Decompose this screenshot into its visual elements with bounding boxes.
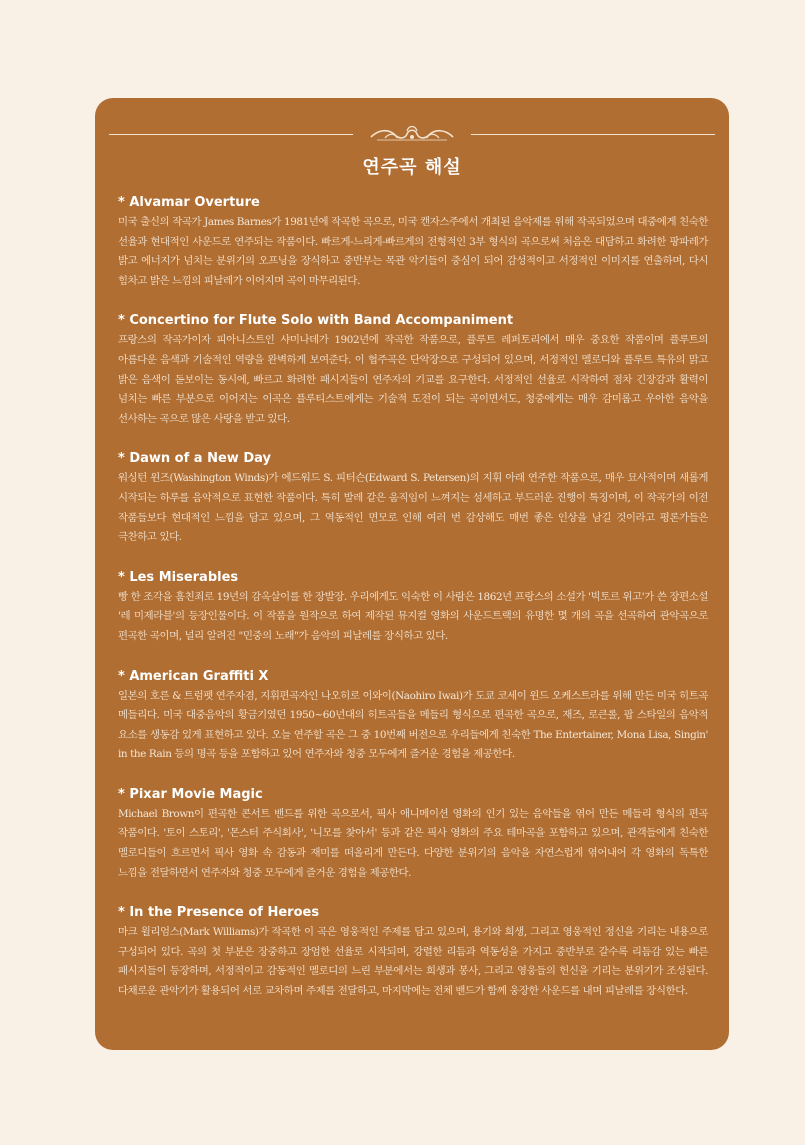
section-title: * Alvamar Overture — [118, 195, 260, 210]
page-title: 연주곡 해설 — [362, 157, 462, 178]
section-title: * Pixar Movie Magic — [118, 786, 263, 802]
section-body: 워싱턴 윈즈(Washington Winds)가 에드워드 S. 피터슨(Edward S. Petersen)의 지휘 아래 연주한 작품으로, 매우 묘사적이며 새롭게 시작되는 하루를 음악적으로 표현한 작품이다. 특히 발레 같은 움직임이 느껴지는 섬세하고 부드러운 진행이 특징이며, 이 작곡가의 이전 작품들보다 현대적인 느낌을 담고 있으며, 그 역동적인 면모로 인해 여러 번 감상해도 매번 좋은 인상을 남길 것이라고 평론가들은 극찬하고 있다. — [118, 472, 708, 544]
section-title: * Concertino for Flute Solo with Band Accompaniment — [118, 313, 514, 329]
header — [95, 98, 729, 188]
section-body: 미국 출신의 작곡가 James Barnes가 1981년에 작곡한 곡으로, 미국 캔자스주에서 개최된 음악제를 위해 작곡되었으며 대중에게 친숙한 선율과 현대적인 사운드로 연주되는 작품이다. 빠르게-느리게-빠르게의 전형적인 3부 형식의 곡으로써 처음은 대담하고 화려한 팡파레가 밝고 에너지가 넘치는 분위기의 오프닝을 장식하고 중반부는 목관 악기들이 중심이 되어 감성적이고 서정적인 이미지를 연출하며, 다시 힘차고 밝은 느낌의 피날레가 이어지며 곡이 마무리된다. — [118, 216, 708, 287]
section-body: 일본의 호른 & 트럼펫 연주자겸, 지휘편곡자인 나오히로 이와이(Naohiro Iwai)가 도쿄 코세이 윈드 오케스트라를 위해 만든 미국 히트곡 메들리다. 미국 대중음악의 황금기였던 1950~60년대의 히트곡들을 메들리 형식으로 편곡한 곡으로, 재즈, 로큰롤, 팝 스타일의 음악적 요소를 생동감 있게 표현하고 있다. 오늘 연주할 곡은 그 중 10번째 버전으로 우리들에게 친숙한 The Entertainer, Mona Lisa, Singin' in the Rain 등의 명곡 등을 포함하고 있어 연주자와 청중 모두에게 즐거운 경험을 제공한다. — [118, 689, 708, 761]
divider-line-left — [109, 134, 353, 135]
section-title: * Les Miserables — [118, 569, 239, 585]
section-title: * Dawn of a New Day — [118, 451, 271, 467]
section-body: Michael Brown이 편곡한 콘서트 밴드를 위한 곡으로서, 픽사 애니메이션 영화의 인기 있는 음악들을 엮어 만든 메들리 형식의 편곡 작품이다. '토이 스토리', '몬스터 주식회사', '니모를 찾아서' 등과 같은 픽사 영화의 주요 테마곡을 포함하고 있으며, 관객들에게 친숙한 멜로디들이 흐르면서 픽사 영화 속 감동과 재미를 떠올리게 만든다. 다양한 분위기의 음악을 자연스럽게 엮어내어 각 영화의 독특한 느낌을 전달하면서 연주자와 청중 모두에게 즐거운 경험을 제공한다. — [118, 807, 708, 879]
note-pixar-movie-magic — [118, 786, 708, 883]
section-body: 프랑스의 작곡가이자 피아니스트인 샤미나데가 1902년에 작곡한 작품으로, 플루트 레퍼토리에서 매우 중요한 작품이며 플루트의 아름다운 음색과 기술적인 역량을 완벽하게 보여준다. 이 협주곡은 단악장으로 구성되어 있으며, 서정적인 멜로디와 플루트 특유의 맑고 밝은 음색이 돋보이는 동시에, 빠르고 화려한 패시지들이 연주자의 기교를 요구한다. 서정적인 선율로 시작하여 점차 긴장감과 활력이 넘치는 빠른 부분으로 이어지는 이곡은 플루티스트에게는 기술적 도전이 되는 곡이면서도, 청중에게는 매우 감미롭고 우아한 음악을 선사하는 곡으로 많은 사랑을 받고 있다. — [118, 334, 708, 425]
note-in-the-presence-of-heroes — [118, 904, 708, 1001]
section-title: * American Graffiti X — [118, 668, 269, 684]
note-american-graffiti-x — [118, 668, 708, 765]
section-body: 빵 한 조각을 훔친죄로 19년의 감옥살이를 한 장발장. 우리에게도 익숙한 이 사람은 1862년 프랑스의 소설가 '빅토르 위고'가 쓴 장편소설 '레 미제라블'의 등장인물이다. 이 작품을 원작으로 하여 제작된 뮤지컬 영화의 사운드트랙의 유명한 몇 개의 곡을 선곡하여 관악곡으로 편곡한 곡이며, 널리 알려진 "민중의 노래"가 음악의 피날레를 장식하고 있다. — [118, 590, 708, 642]
divider-line-right — [471, 134, 715, 135]
section-body: 마크 윌리엄스(Mark Williams)가 작곡한 이 곡은 영웅적인 주제를 담고 있으며, 용기와 희생, 그리고 영웅적인 정신을 기리는 내용으로 구성되어 있다. 곡의 첫 부분은 장중하고 장엄한 선율로 시작되며, 강렬한 리듬과 역동성을 가지고 중반부로 갈수록 리듬감 있는 빠른 패시지들이 등장하며, 서정적이고 감동적인 멜로디의 느린 부분에서는 희생과 봉사, 그리고 영웅들의 헌신을 기리는 분위기가 조성된다. 다채로운 관악기가 활용되어 서로 교차하며 주제를 전달하고, 마지막에는 전체 밴드가 함께 웅장한 사운드를 내며 피날레를 장식한다. — [118, 926, 708, 998]
note-dawn-of-a-new-day — [118, 450, 708, 547]
note-alvamar-overture — [118, 194, 708, 291]
notes-list — [118, 194, 708, 1023]
section-title: * In the Presence of Heroes — [118, 905, 320, 921]
note-les-miserables — [118, 569, 708, 647]
ornament-icon — [367, 123, 457, 145]
note-concertino-flute — [118, 312, 708, 429]
program-notes-card — [95, 98, 729, 1050]
